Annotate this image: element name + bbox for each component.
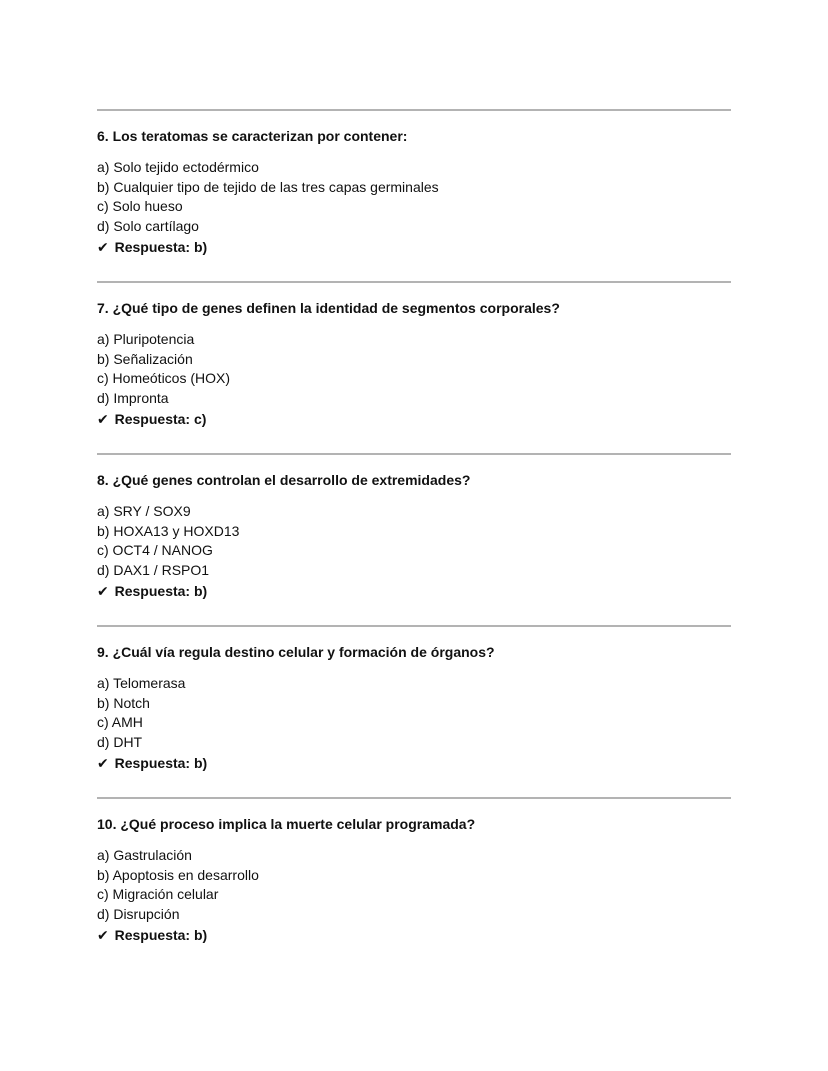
option-b: b) Señalización <box>97 350 193 367</box>
check-mark-icon: ✔ <box>97 239 109 255</box>
question-7-options <box>97 330 230 409</box>
answer-text: Respuesta: c) <box>114 411 207 427</box>
question-block-10 <box>97 797 731 969</box>
option-d: d) Disrupción <box>97 906 180 923</box>
option-d: d) Impronta <box>97 390 169 407</box>
option-b: b) Notch <box>97 694 150 711</box>
answer-text: Respuesta: b) <box>114 583 208 599</box>
check-mark-icon: ✔ <box>97 927 109 943</box>
option-d: d) Solo cartílago <box>97 218 199 235</box>
check-mark-icon: ✔ <box>97 411 109 427</box>
section-divider <box>97 625 731 627</box>
option-a: a) Pluripotencia <box>97 331 195 347</box>
question-6-options <box>97 158 439 237</box>
section-divider <box>97 109 731 111</box>
question-9-options <box>97 674 185 753</box>
answer-text: Respuesta: b) <box>114 755 208 771</box>
section-divider <box>97 797 731 799</box>
question-6-answer <box>97 238 207 256</box>
question-10-options <box>97 846 259 925</box>
question-block-7 <box>97 281 731 453</box>
section-divider <box>97 453 731 455</box>
question-block-6 <box>97 109 731 281</box>
option-d: d) DHT <box>97 734 143 751</box>
question-9-text: 9. ¿Cuál vía regula destino celular y formación de órganos? <box>97 644 495 660</box>
option-a: a) Gastrulación <box>97 847 192 863</box>
quiz-page <box>97 109 731 969</box>
question-10-text: 10. ¿Qué proceso implica la muerte celular programada? <box>97 816 476 832</box>
section-divider <box>97 281 731 283</box>
option-c: c) Solo hueso <box>97 198 183 215</box>
option-c: c) AMH <box>97 714 143 731</box>
answer-text: Respuesta: b) <box>114 239 208 255</box>
question-7-answer <box>97 410 206 428</box>
option-b: b) Cualquier tipo de tejido de las tres capas germinales <box>97 178 439 195</box>
option-b: b) Apoptosis en desarrollo <box>97 866 259 883</box>
question-8-options <box>97 502 239 581</box>
answer-text: Respuesta: b) <box>114 927 208 943</box>
option-a: a) Solo tejido ectodérmico <box>97 159 259 175</box>
option-c: c) Homeóticos (HOX) <box>97 370 231 387</box>
check-mark-icon: ✔ <box>97 583 109 599</box>
question-block-9 <box>97 625 731 797</box>
question-9-answer <box>97 754 207 772</box>
question-6-text: 6. Los teratomas se caracterizan por contener: <box>97 128 408 144</box>
check-mark-icon: ✔ <box>97 755 109 771</box>
question-block-8 <box>97 453 731 625</box>
option-d: d) DAX1 / RSPO1 <box>97 562 210 579</box>
option-a: a) Telomerasa <box>97 675 186 691</box>
option-b: b) HOXA13 y HOXD13 <box>97 522 240 539</box>
option-c: c) OCT4 / NANOG <box>97 542 213 559</box>
option-a: a) SRY / SOX9 <box>97 503 191 519</box>
question-7-text: 7. ¿Qué tipo de genes definen la identidad de segmentos corporales? <box>97 300 560 316</box>
question-8-answer <box>97 582 207 600</box>
question-10-answer <box>97 926 207 944</box>
question-8-text: 8. ¿Qué genes controlan el desarrollo de extremidades? <box>97 472 471 488</box>
option-c: c) Migración celular <box>97 886 219 903</box>
